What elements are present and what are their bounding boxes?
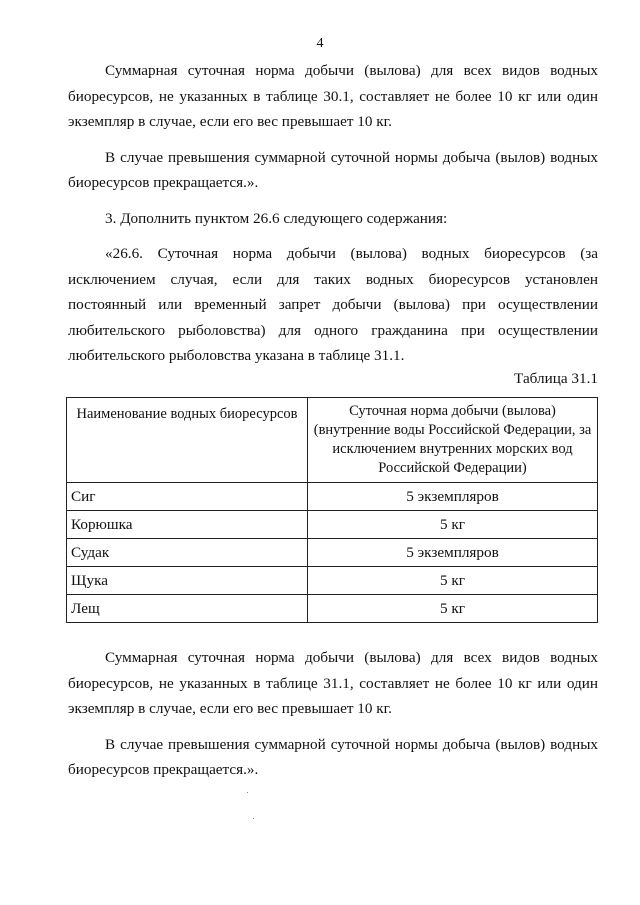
header-daily-norm: Суточная норма добычи (вылова) (внутренние воды Российской Федерации, за исключением внутренних морских вод Российской Федерации) <box>308 398 598 483</box>
paragraph-exceed-31-1: В случае превышения суммарной суточной нормы добыча (вылов) водных биоресурсов прекращается.». <box>68 735 598 778</box>
table-row <box>67 595 598 623</box>
table-caption: Таблица 31.1 <box>514 370 598 387</box>
norm-cell: 5 кг <box>308 595 598 623</box>
species-cell: Корюшка <box>67 511 308 539</box>
table-row <box>67 483 598 511</box>
paragraph-total-norm-30-1: Суммарная суточная норма добычи (вылова) для всех видов водных биоресурсов, не указанных в таблице 30.1, составляет не более 10 кг или один экземпляр в случае, если его вес превышает 10 кг. <box>68 62 598 130</box>
species-cell: Судак <box>67 539 308 567</box>
paragraph-exceed-30-1: В случае превышения суммарной суточной нормы добыча (вылов) водных биоресурсов прекращается.». <box>68 148 598 191</box>
paragraph-total-norm-31-1: Суммарная суточная норма добычи (вылова) для всех видов водных биоресурсов, не указанных в таблице 31.1, составляет не более 10 кг или один экземпляр в случае, если его вес превышает 10 кг. <box>68 649 598 717</box>
table-header-row <box>67 398 598 483</box>
header-species-name: Наименование водных биоресурсов <box>67 398 308 483</box>
table-row <box>67 539 598 567</box>
species-cell: Щука <box>67 567 308 595</box>
page-number: 4 <box>316 36 324 51</box>
catch-norm-table <box>66 397 598 623</box>
norm-cell: 5 экземпляров <box>308 483 598 511</box>
norm-cell: 5 экземпляров <box>308 539 598 567</box>
norm-cell: 5 кг <box>308 511 598 539</box>
scan-speck <box>247 792 248 793</box>
table-row <box>67 511 598 539</box>
norm-cell: 5 кг <box>308 567 598 595</box>
bottom-text-block <box>68 645 598 783</box>
species-cell: Лещ <box>67 595 308 623</box>
paragraph-clause-26-6: «26.6. Суточная норма добычи (вылова) водных биоресурсов (за исключением случая, если для таких водных биоресурсов установлен постоянный или временный запрет добычи (вылова) при осуществлении любительского рыболовства) для одного гражданина при осуществлении любительского рыболовства указана в таблице 31.1. <box>68 245 598 364</box>
scan-speck <box>253 818 254 819</box>
paragraph-amendment-3: 3. Дополнить пунктом 26.6 следующего содержания: <box>105 209 448 227</box>
top-text-block <box>68 58 598 369</box>
species-cell: Сиг <box>67 483 308 511</box>
table-row <box>67 567 598 595</box>
